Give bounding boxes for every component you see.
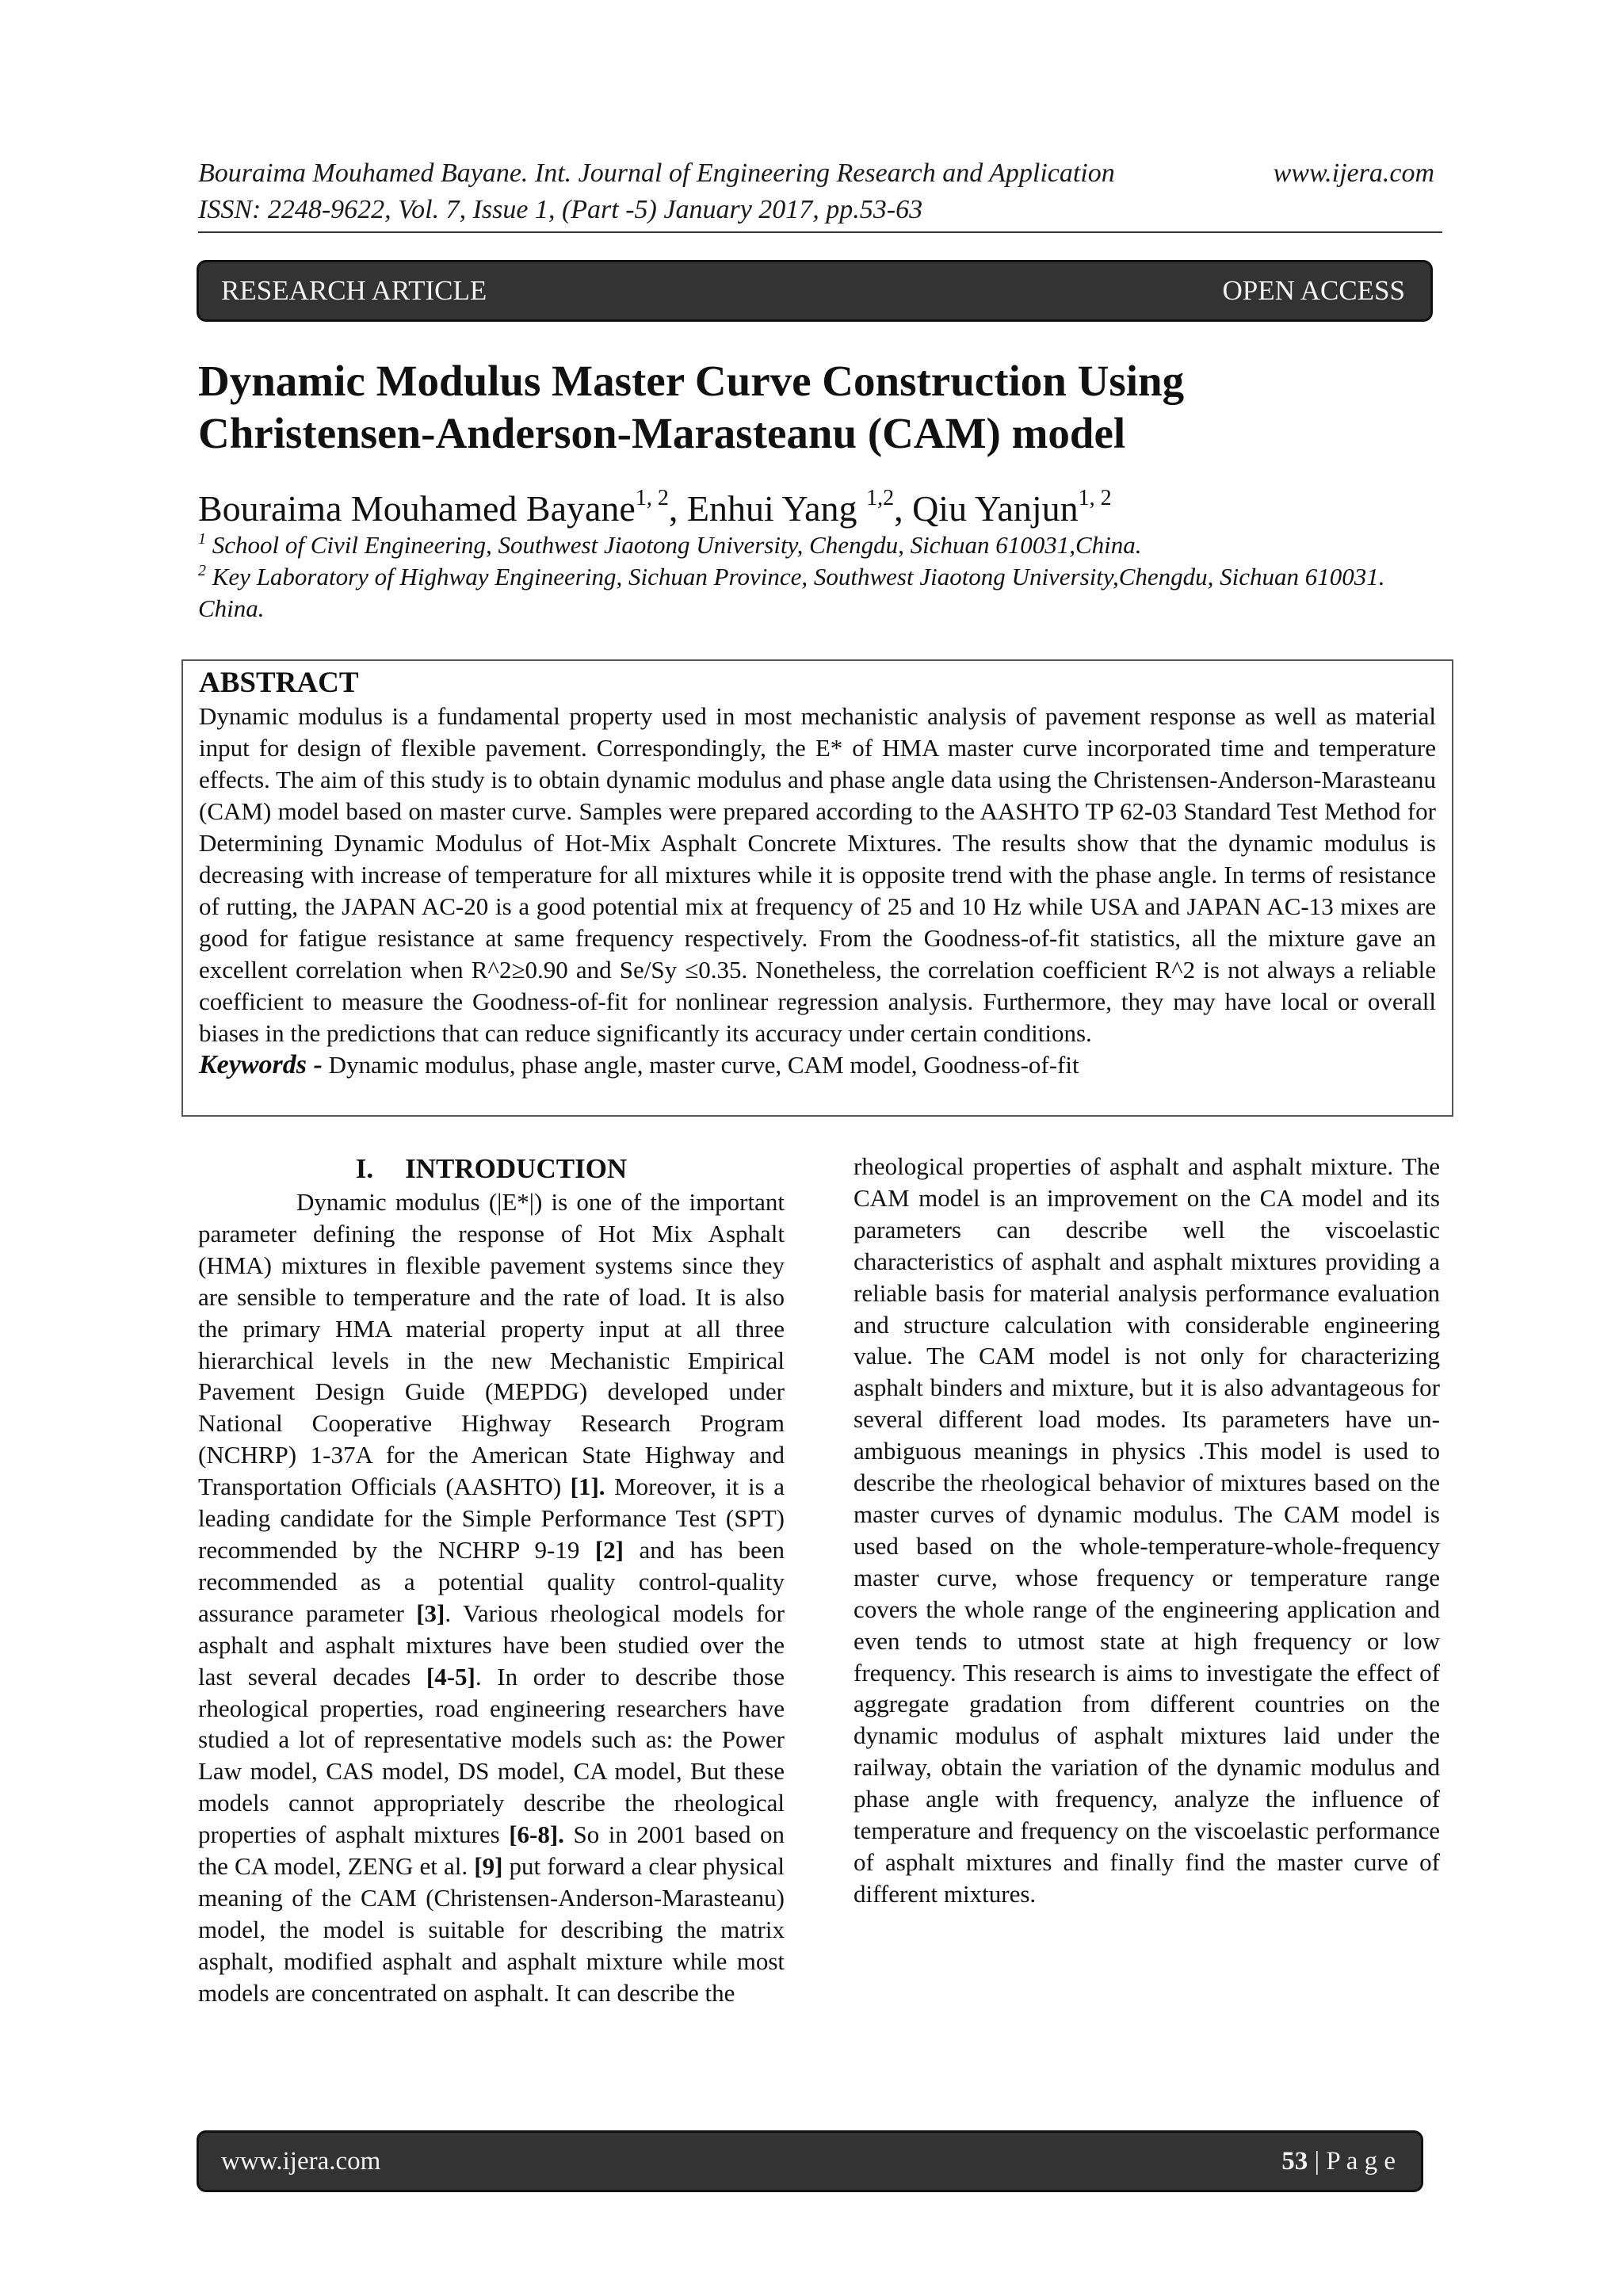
author-affil-sup: 1, 2 xyxy=(635,486,669,510)
text-run: . Various rheological models for asphalt and asphalt mixtures have been studied over the last several decades xyxy=(198,1599,785,1690)
header-citation: Bouraima Mouhamed Bayane. Int. Journal of Engineering Research and Application xyxy=(198,159,1115,188)
author-separator: , xyxy=(668,488,687,529)
affiliation-1 xyxy=(198,529,1446,561)
text-run: So in 2001 based on the CA model, ZENG et al. xyxy=(198,1820,785,1881)
text-run: Moreover, it is a leading candidate for the Simple Performance Test (SPT) recommended by the NCHRP 9-19 xyxy=(198,1473,785,1564)
abstract-heading: ABSTRACT xyxy=(199,667,359,699)
page-number-value: 53 xyxy=(1281,2146,1308,2176)
author-affil-sup: 1,2 xyxy=(866,486,895,510)
page-number xyxy=(1281,2147,1396,2176)
author-name: Bouraima Mouhamed Bayane xyxy=(198,488,636,529)
header-rule xyxy=(198,231,1442,233)
citation-ref[interactable]: [4-5] xyxy=(426,1662,475,1690)
citation-ref[interactable]: [9] xyxy=(474,1852,503,1881)
abstract-body: Dynamic modulus is a fundamental property used in most mechanistic analysis of pavement response as well as material input for design of flexible pavement. Correspondingly, the E* of HMA master curve incorporated time and temperature effects. The aim of this study is to obtain dynamic modulus and phase angle data using the Christensen-Anderson-Marasteanu (CAM) model based on master curve. Samples were prepared according to the AASHTO TP 62-03 Standard Test Method for Determining Dynamic Modulus of Hot-Mix Asphalt Concrete Mixtures. The results show that the dynamic modulus is decreasing with increase of temperature for all mixtures while it is opposite trend with the phase angle. In terms of resistance of rutting, the JAPAN AC-20 is a good potential mix at frequency of 25 and 10 Hz while USA and JAPAN AC-13 mixes are good for fatigue resistance at same frequency respectively. From the Goodness-of-fit statistics, all the mixture gave an excellent correlation when R^2≥0.90 and Se/Sy ≤0.35. Nonetheless, the correlation coefficient R^2 is not always a reliable coefficient to measure the Goodness-of-fit for nonlinear regression analysis. Furthermore, they may have local or overall biases in the predictions that can reduce significantly its accuracy under certain conditions. xyxy=(199,702,1436,1047)
citation-ref[interactable]: [6-8]. xyxy=(509,1820,564,1849)
citation-ref[interactable]: [3] xyxy=(416,1599,445,1627)
keywords xyxy=(199,1049,1436,1081)
text-run: and has been recommended as a potential quality control-quality assurance parameter xyxy=(198,1535,785,1627)
affiliations xyxy=(198,529,1446,625)
text-run: put forward a clear physical meaning of the CAM (Christensen-Anderson-Marasteanu) model, the model is suitable for describing the matrix asphalt, modified asphalt and asphalt mixture while most models are concentrated on asphalt. It can describe the xyxy=(198,1852,785,2007)
title-line-2: Christensen-Anderson-Marasteanu (CAM) model xyxy=(198,409,1126,457)
right-column xyxy=(854,1151,1440,1910)
keywords-label: Keywords - xyxy=(199,1050,323,1079)
header-issn: ISSN: 2248-9622, Vol. 7, Issue 1, (Part -5) January 2017, pp.53-63 xyxy=(198,195,923,224)
author-affil-sup: 1, 2 xyxy=(1078,486,1112,510)
section-title: INTRODUCTION xyxy=(405,1153,628,1184)
citation-ref[interactable]: [2] xyxy=(594,1535,624,1564)
text-run: Dynamic modulus (|E*|) is one of the important parameter defining the response of Hot Mix Asphalt (HMA) mixtures in flexible pavement systems since they are sensible to temperature and the rate of load. It is also the primary HMA material property input at all three hierarchical levels in the new Mechanistic Empirical Pavement Design Guide (MEPDG) developed under National Cooperative Highway Research Program (NCHRP) 1-37A for the American State Highway and Transportation Officials (AASHTO) xyxy=(198,1188,785,1501)
author-name: Enhui Yang xyxy=(686,488,867,529)
affiliation-sup: 2 xyxy=(198,562,206,579)
open-access-label: OPEN ACCESS xyxy=(1222,275,1405,306)
intro-paragraph-continued: rheological properties of asphalt and asphalt mixture. The CAM model is an improvement on the CA model and its parameters can describe well the viscoelastic characteristics of asphalt and asphalt mixtures providing a reliable basis for material analysis performance evaluation and structure calculation with considerable engineering value. The CAM model is not only for characterizing asphalt binders and mixture, but it is also advantageous for several different load modes. Its parameters have un-ambiguous meanings in physics .This model is used to describe the rheological behavior of mixtures based on the master curves of dynamic modulus. The CAM model is used based on the whole-temperature-whole-frequency master curve, whose frequency or temperature range covers the whole range of the engineering application and even tends to utmost state at high frequency or low frequency. This research is aims to investigate the effect of aggregate gradation from different countries on the dynamic modulus of asphalt mixtures laid under the railway, obtain the variation of the dynamic modulus and phase angle with frequency, analyze the influence of temperature and frequency on the viscoelastic performance of asphalt mixtures and finally find the master curve of different mixtures. xyxy=(854,1152,1440,1908)
section-number: I. xyxy=(355,1153,374,1184)
header-website[interactable]: www.ijera.com xyxy=(1273,159,1434,188)
section-heading-introduction xyxy=(198,1153,785,1185)
title-line-1: Dynamic Modulus Master Curve Construction Using xyxy=(198,357,1185,405)
footer-website[interactable]: www.ijera.com xyxy=(221,2146,381,2176)
running-header xyxy=(198,155,1434,228)
affiliation-2 xyxy=(198,561,1446,625)
left-column xyxy=(198,1153,785,2009)
author-name: Qiu Yanjun xyxy=(912,488,1079,529)
research-article-label: RESEARCH ARTICLE xyxy=(221,275,487,306)
affiliation-text: Key Laboratory of Highway Engineering, Sichuan Province, Southwest Jiaotong University,Chengdu, Sichuan 610031. China. xyxy=(198,563,1385,622)
abstract-box xyxy=(181,659,1453,1117)
author-separator: , xyxy=(894,488,913,529)
footer-band xyxy=(197,2130,1423,2192)
keywords-text: Dynamic modulus, phase angle, master curve, CAM model, Goodness-of-fit xyxy=(322,1051,1079,1079)
article-type-band xyxy=(197,260,1433,322)
author-list xyxy=(198,487,1112,529)
affiliation-text: School of Civil Engineering, Southwest Jiaotong University, Chengdu, Sichuan 610031,China. xyxy=(206,531,1142,559)
page-label: | P a g e xyxy=(1308,2146,1396,2176)
paper-title xyxy=(198,355,1434,460)
citation-ref[interactable]: [1]. xyxy=(570,1473,605,1501)
intro-paragraph xyxy=(198,1186,785,2009)
affiliation-sup: 1 xyxy=(198,530,206,548)
text-run: . In order to describe those rheological properties, road engineering researchers have studied a lot of representative models such as: the Power Law model, CAS model, DS model, CA model, But these models cannot appropriately describe the rheological properties of asphalt mixtures xyxy=(198,1662,785,1849)
